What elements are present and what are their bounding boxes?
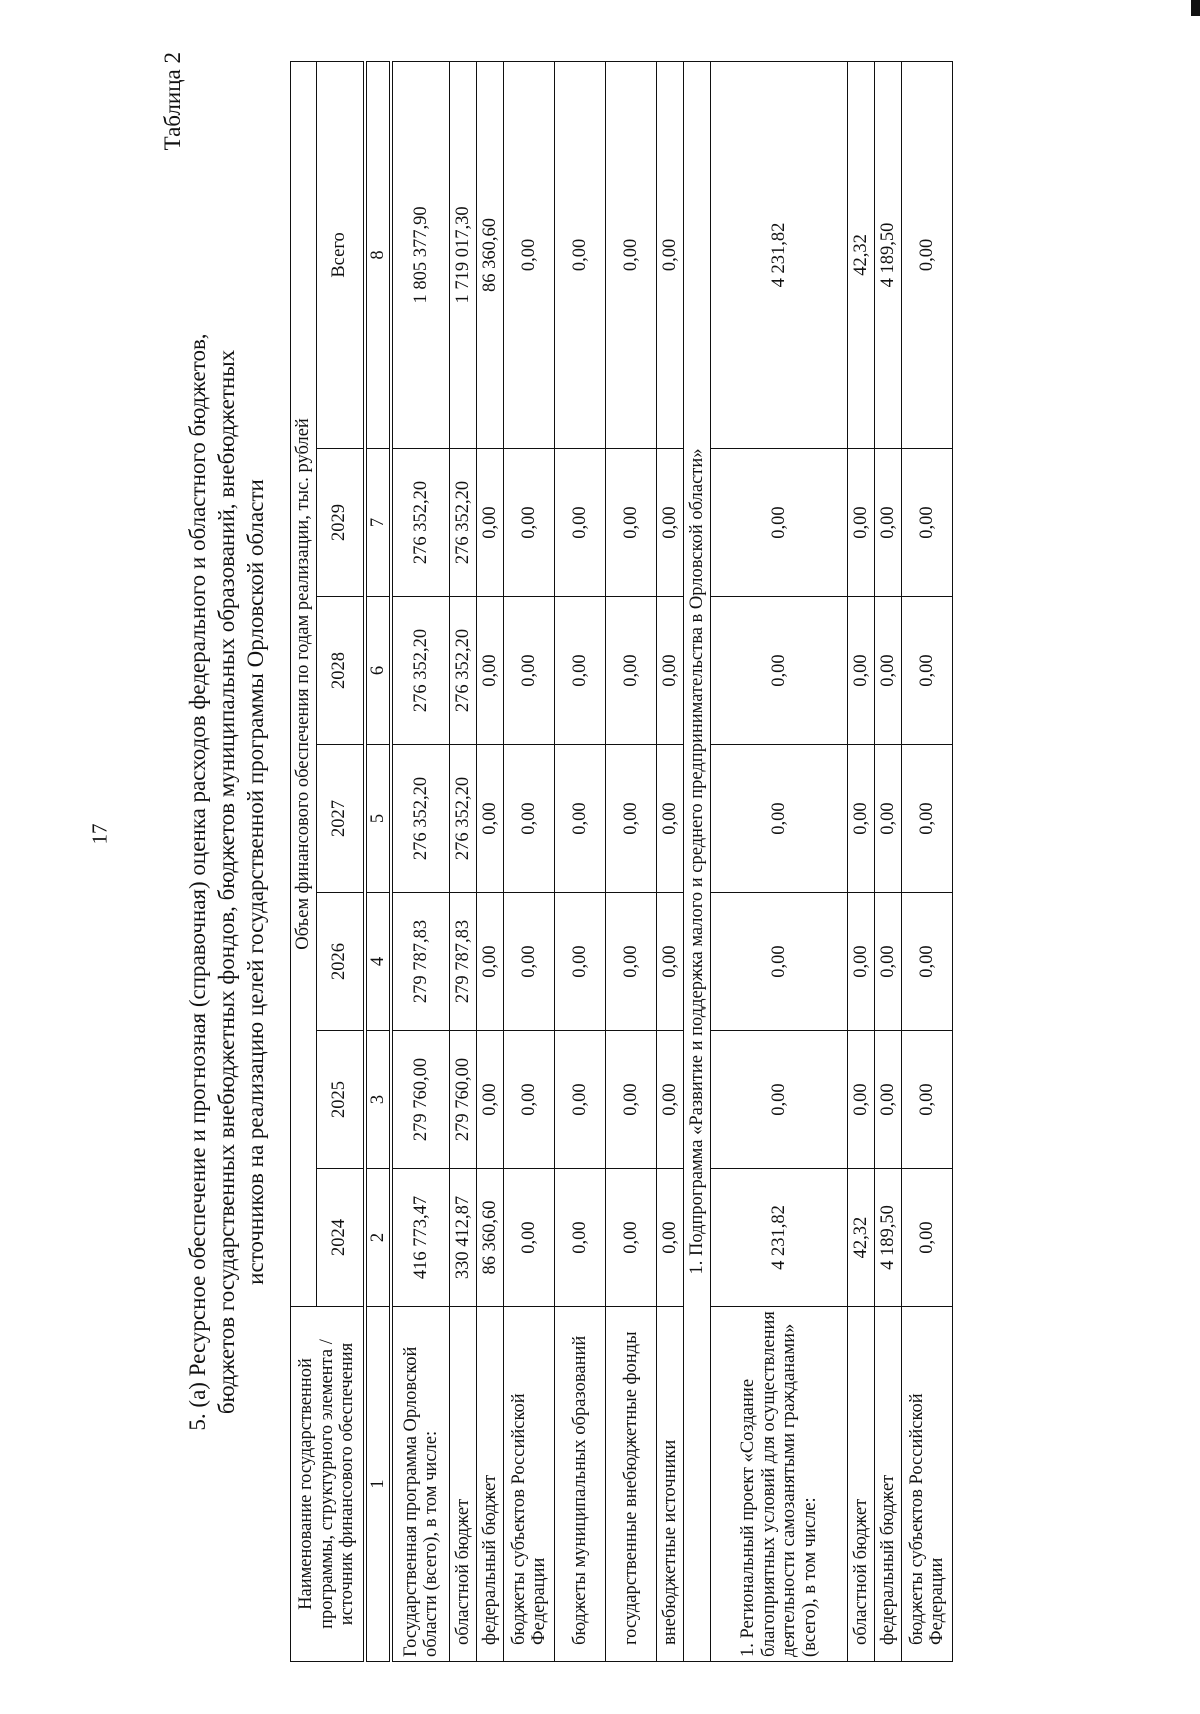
- cell-value: 0,00: [657, 1169, 684, 1307]
- cell-value: 279 760,00: [450, 1031, 477, 1169]
- column-index-row: [365, 61, 392, 1661]
- cell-value: 0,00: [711, 449, 848, 597]
- cell-value: 42,32: [848, 61, 875, 448]
- table-row: [450, 61, 477, 1661]
- year-header: 2027: [316, 745, 365, 893]
- cell-value: 0,00: [555, 1169, 606, 1307]
- cell-value: 276 352,20: [391, 597, 450, 745]
- cell-value: 0,00: [504, 745, 555, 893]
- cell-value: 86 360,60: [477, 1169, 504, 1307]
- row-name: федеральный бюджет: [875, 1307, 902, 1662]
- cell-value: 0,00: [657, 1031, 684, 1169]
- cell-value: 0,00: [875, 893, 902, 1031]
- cell-value: 42,32: [848, 1169, 875, 1307]
- cell-value: 0,00: [875, 1031, 902, 1169]
- cell-value: 0,00: [657, 61, 684, 448]
- row-name: государственные внебюджетные фонды: [606, 1307, 657, 1662]
- table-row: [606, 61, 657, 1661]
- cell-value: 330 412,87: [450, 1169, 477, 1307]
- scan-edge-mark: [1191, 0, 1200, 16]
- cell-value: 276 352,20: [391, 449, 450, 597]
- cell-value: 0,00: [504, 1031, 555, 1169]
- table-row: [711, 61, 848, 1661]
- cell-value: 0,00: [477, 1031, 504, 1169]
- cell-value: 0,00: [504, 449, 555, 597]
- column-index: 7: [365, 449, 392, 597]
- column-index: 3: [365, 1031, 392, 1169]
- cell-value: 0,00: [555, 597, 606, 745]
- cell-value: 4 231,82: [711, 1169, 848, 1307]
- cell-value: 0,00: [848, 893, 875, 1031]
- row-name: областной бюджет: [450, 1307, 477, 1662]
- row-name: Государственная программа Орловской области (всего), в том числе:: [391, 1307, 450, 1662]
- table-row: [555, 61, 606, 1661]
- cell-value: 0,00: [555, 1031, 606, 1169]
- row-name: бюджеты муниципальных образований: [555, 1307, 606, 1662]
- year-header: 2024: [316, 1169, 365, 1307]
- cell-value: 4 189,50: [875, 61, 902, 448]
- volume-header: Объем финансового обеспечения по годам реализации, тыс. рублей: [291, 61, 317, 1306]
- cell-value: 86 360,60: [477, 61, 504, 448]
- table-row: [875, 61, 902, 1661]
- cell-value: 0,00: [504, 893, 555, 1031]
- cell-value: 279 787,83: [391, 893, 450, 1031]
- cell-value: 0,00: [875, 745, 902, 893]
- row-name: 1. Региональный проект «Создание благоприятных условий для осуществления деятельности самозанятыми гражданами» (всего), в том числе:: [711, 1307, 848, 1662]
- cell-value: 0,00: [606, 1169, 657, 1307]
- table-row: [391, 61, 450, 1661]
- subprogram-row: [684, 61, 711, 1661]
- cell-value: 0,00: [848, 597, 875, 745]
- cell-value: 1 805 377,90: [391, 61, 450, 448]
- year-header: 2025: [316, 1031, 365, 1169]
- cell-value: 0,00: [504, 1169, 555, 1307]
- cell-value: 0,00: [606, 1031, 657, 1169]
- cell-value: 1 719 017,30: [450, 61, 477, 448]
- column-index: 1: [365, 1307, 392, 1662]
- row-name: внебюджетные источники: [657, 1307, 684, 1662]
- cell-value: 279 787,83: [450, 893, 477, 1031]
- cell-value: 0,00: [606, 893, 657, 1031]
- cell-value: 0,00: [711, 597, 848, 745]
- cell-value: 0,00: [477, 449, 504, 597]
- cell-value: 0,00: [477, 745, 504, 893]
- cell-value: 0,00: [711, 745, 848, 893]
- cell-value: 0,00: [657, 449, 684, 597]
- heading-line-1: 5. (а) Ресурсное обеспечение и прогнозная (справочная) оценка расходов федерального и областного бюджетов,: [185, 333, 210, 1431]
- cell-value: 0,00: [555, 893, 606, 1031]
- cell-value: 276 352,20: [450, 597, 477, 745]
- cell-value: 0,00: [504, 61, 555, 448]
- cell-value: 0,00: [902, 449, 953, 597]
- cell-value: 0,00: [477, 597, 504, 745]
- table-row: [504, 61, 555, 1661]
- cell-value: 0,00: [477, 893, 504, 1031]
- table-row: [657, 61, 684, 1661]
- cell-value: 4 189,50: [875, 1169, 902, 1307]
- cell-value: 0,00: [657, 893, 684, 1031]
- row-name: областной бюджет: [848, 1307, 875, 1662]
- budget-table: [290, 61, 953, 1662]
- cell-value: 0,00: [902, 1031, 953, 1169]
- year-header: 2026: [316, 893, 365, 1031]
- cell-value: 416 773,47: [391, 1169, 450, 1307]
- row-name: федеральный бюджет: [477, 1307, 504, 1662]
- heading-line-3: источников на реализацию целей государственной программы Орловской области: [242, 479, 268, 1285]
- cell-value: 0,00: [875, 597, 902, 745]
- cell-value: 0,00: [711, 893, 848, 1031]
- column-index: 2: [365, 1169, 392, 1307]
- row-name: бюджеты субъектов Российской Федерации: [902, 1307, 953, 1662]
- cell-value: 0,00: [875, 449, 902, 597]
- cell-value: 0,00: [902, 597, 953, 745]
- cell-value: 0,00: [711, 1031, 848, 1169]
- cell-value: 0,00: [555, 61, 606, 448]
- rotated-page-content: [160, 52, 1040, 1712]
- cell-value: 276 352,20: [391, 745, 450, 893]
- cell-value: 0,00: [848, 449, 875, 597]
- cell-value: 0,00: [657, 597, 684, 745]
- column-index: 4: [365, 893, 392, 1031]
- cell-value: 0,00: [657, 745, 684, 893]
- cell-value: 0,00: [606, 597, 657, 745]
- table-row: [848, 61, 875, 1661]
- cell-value: 0,00: [902, 745, 953, 893]
- column-index: 8: [365, 61, 392, 448]
- name-column-header: Наименование государственной программы, структурного элемента / источник финансового обеспечения: [291, 1307, 365, 1662]
- document-heading: [184, 72, 270, 1692]
- page-number: 17: [87, 823, 112, 845]
- cell-value: 276 352,20: [450, 745, 477, 893]
- year-header: 2028: [316, 597, 365, 745]
- table-row: [477, 61, 504, 1661]
- subprogram-title: 1. Подпрограмма «Развитие и поддержка малого и среднего предпринимательства в Орловской области»: [684, 61, 711, 1661]
- cell-value: 0,00: [902, 893, 953, 1031]
- cell-value: 4 231,82: [711, 61, 848, 448]
- cell-value: 0,00: [902, 1169, 953, 1307]
- cell-value: 0,00: [606, 745, 657, 893]
- cell-value: 0,00: [555, 745, 606, 893]
- cell-value: 0,00: [555, 449, 606, 597]
- header-row-1: [291, 61, 317, 1661]
- cell-value: 279 760,00: [391, 1031, 450, 1169]
- cell-value: 0,00: [606, 449, 657, 597]
- total-header: Всего: [316, 61, 365, 448]
- cell-value: 0,00: [606, 61, 657, 448]
- table-row: [902, 61, 953, 1661]
- table-label: Таблица 2: [160, 52, 185, 151]
- column-index: 5: [365, 745, 392, 893]
- cell-value: 0,00: [848, 745, 875, 893]
- year-header: 2029: [316, 449, 365, 597]
- row-name: бюджеты субъектов Российской Федерации: [504, 1307, 555, 1662]
- cell-value: 0,00: [848, 1031, 875, 1169]
- heading-line-2: бюджетов государственных внебюджетных фондов, бюджетов муниципальных образований, внебюджетных: [213, 349, 239, 1415]
- cell-value: 0,00: [504, 597, 555, 745]
- cell-value: 0,00: [902, 61, 953, 448]
- cell-value: 276 352,20: [450, 449, 477, 597]
- column-index: 6: [365, 597, 392, 745]
